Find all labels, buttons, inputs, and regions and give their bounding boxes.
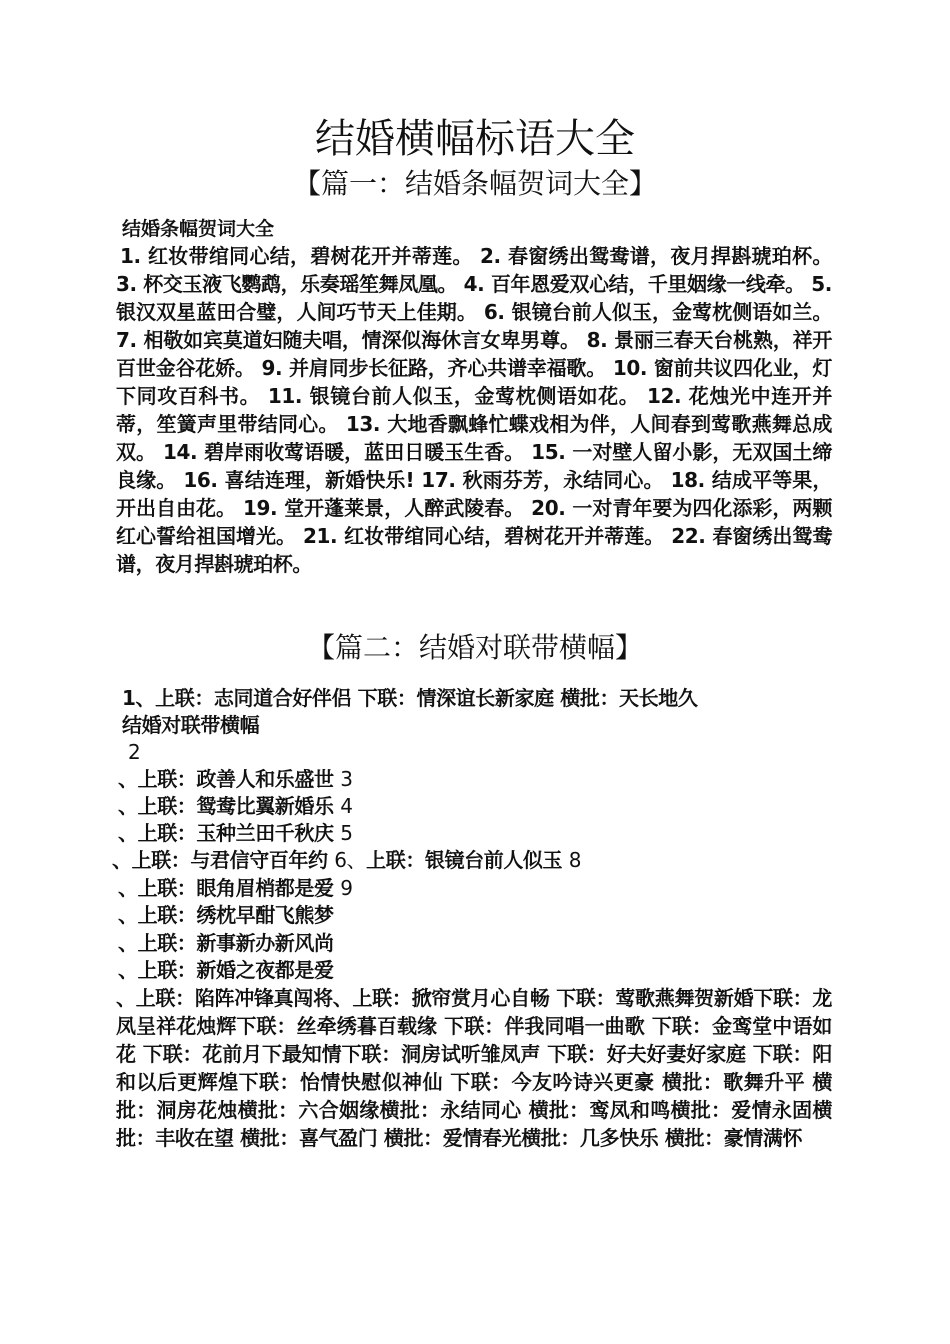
couplet-text: 、上联：鸳鸯比翼新婚乐 bbox=[118, 794, 334, 818]
couplet-line: 1、上联：志同道合好伴侣 下联：情深谊长新家庭 横批：天长地久 bbox=[122, 686, 698, 710]
couplet-line: 、上联：新事新办新风尚 bbox=[118, 931, 334, 955]
couplet-line bbox=[118, 874, 353, 902]
section-heading-part1: 【篇一：结婚条幅贺词大全】 bbox=[292, 167, 657, 200]
couplet-number: 3 bbox=[340, 767, 353, 791]
couplet-line: 结婚对联带横幅 bbox=[122, 713, 260, 737]
couplet-text: 、上联：与君信守百年约 bbox=[112, 848, 328, 872]
couplet-text: 、上联：玉种兰田千秋庆 bbox=[118, 821, 334, 845]
couplet-number: 5 bbox=[340, 821, 353, 845]
couplet-number: 2 bbox=[128, 740, 141, 764]
couplet-number: 9 bbox=[340, 876, 353, 900]
section-subheading: 结婚条幅贺词大全 bbox=[122, 218, 275, 240]
couplet-text: 上联：银镜台前人似玉 bbox=[366, 848, 563, 872]
couplet-line: 、上联：新婚之夜都是爱 bbox=[118, 958, 334, 982]
couplet-text: 、上联：眼角眉梢都是爱 bbox=[118, 876, 334, 900]
couplet-line bbox=[118, 765, 353, 793]
couplet-line bbox=[118, 819, 353, 847]
section-heading-part2: 【篇二：结婚对联带横幅】 bbox=[306, 631, 643, 664]
couplet-number: 6、 bbox=[334, 848, 367, 872]
wedding-banner-phrases-paragraph: 1. 红妆带绾同心结，碧树花开并蒂莲。 2. 春窗绣出鸳鸯谱，夜月捍斟琥珀杯。 3. 杯交玉液飞鹦鹉，乐奏瑶笙舞凤凰。 4. 百年恩爱双心结，千里姻缘一线牵。 5. 银汉双星蓝田合璧，人间巧节天上佳期。 6. 银镜台前人似玉，金莺枕侧语如兰。 7. 相敬如宾莫道妇随夫唱，情深似海休言女卑男尊。 8. 景丽三春天台桃熟，祥开百世金谷花娇。 9. 并肩同步长征路，齐心共谱幸福歌。 10. 窗前共议四化业，灯下同攻百科书。 11. 银镜台前人似玉，金莺枕侧语如花。 12. 花烛光中连开并蒂，笙簧声里带结同心。 13. 大地香飘蜂忙蝶戏相为伴，人间春到莺歌燕舞总成双。 14. 碧岸雨收莺语暖，蓝田日暖玉生香。 15. 一对壁人留小影，无双国土缔良缘。 16. 喜结连理，新婚快乐! 17. 秋雨芬芳，永结同心。 18. 结成平等果，开出自由花。 19. 堂开蓬莱景，人醉武陵春。 20. 一对青年要为四化添彩，两颗红心誓给祖国增光。 21. 红妆带绾同心结，碧树花开并蒂莲。 22. 春窗绣出鸳鸯谱，夜月捍斟琥珀杯。 bbox=[116, 244, 832, 576]
couplet-text: 、上联：政善人和乐盛世 bbox=[118, 767, 334, 791]
couplet-number: 4 bbox=[340, 794, 353, 818]
couplet-line bbox=[118, 792, 353, 820]
document-title: 结婚横幅标语大全 bbox=[315, 116, 635, 162]
couplet-line bbox=[112, 846, 581, 874]
couplet-number: 8 bbox=[568, 848, 582, 872]
couplet-paragraph: 、上联：陷阵冲锋真闯将、上联：掀帘赏月心自畅 下联：莺歌燕舞贺新婚下联：龙凤呈祥花烛辉下联：丝牵绣暮百载缘 下联：伴我同唱一曲歌 下联：金鸾堂中语如花 下联：花前月下最知情下联：洞房试听雏凤声 下联：好夫好妻好家庭 下联：阳和以后更辉煌下联：怡情快慰似神仙 下联：今友吟诗兴更豪 横批：歌舞升平 横批：洞房花烛横批：六合姻缘横批：永结同心 横批：鸾凤和鸣横批：爱情永固横批：丰收在望 横批：喜气盈门 横批：爱情春光横批：几多快乐 横批：豪情满怀 bbox=[116, 986, 832, 1150]
couplet-line: 、上联：绣枕早酣飞熊梦 bbox=[118, 903, 334, 927]
